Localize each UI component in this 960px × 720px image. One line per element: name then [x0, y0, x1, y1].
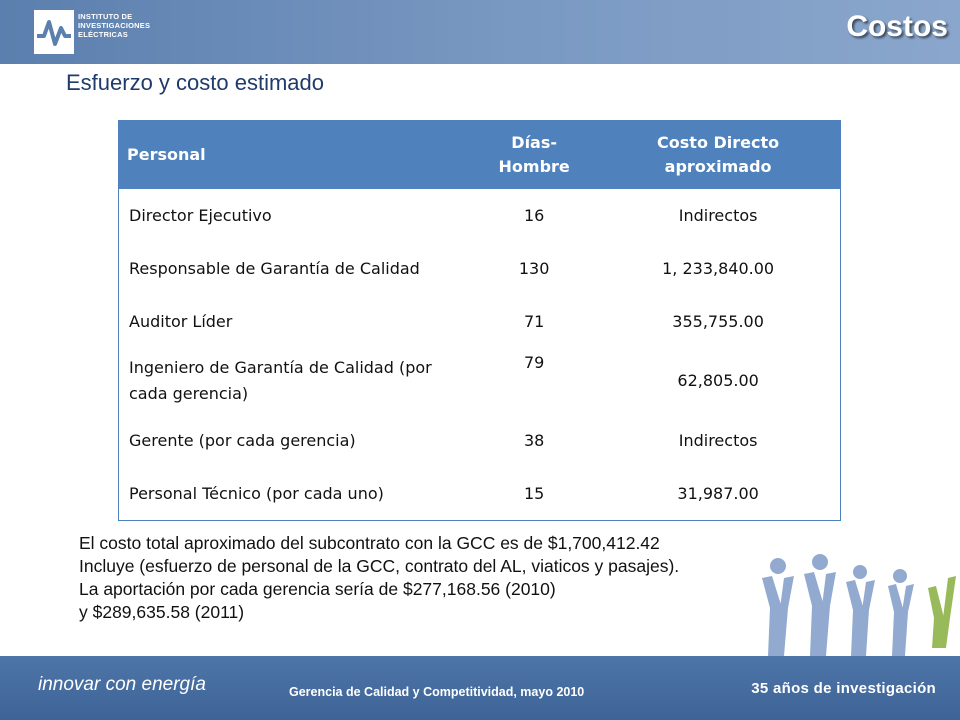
column-header-personal: Personal [119, 121, 473, 190]
footer-caption: Gerencia de Calidad y Competitividad, mayo 2010 [289, 685, 585, 699]
table-header-row [119, 121, 841, 190]
cell-personal: Gerente (por cada gerencia) [129, 430, 356, 450]
cell-dias: 71 [523, 311, 545, 331]
logo-text [78, 12, 168, 39]
footer-slogan: innovar con energía [38, 674, 206, 695]
table-row [119, 467, 841, 521]
cell-costo: Indirectos [678, 430, 758, 450]
cell-dias: 79 [523, 353, 545, 372]
footer-anniversary: 35 años de investigación [751, 680, 936, 697]
logo-line: INSTITUTO DE [78, 12, 133, 21]
cell-dias: 130 [518, 258, 550, 278]
column-header-dias: Días- Hombre [472, 121, 596, 190]
footer-bar [0, 656, 960, 720]
cell-dias: 16 [523, 205, 545, 225]
page-title: Costos [846, 10, 948, 43]
iie-logo-icon [34, 10, 74, 54]
table-row [119, 414, 841, 467]
cell-costo: 1, 233,840.00 [662, 258, 775, 278]
note-line: El costo total aproximado del subcontrato con la GCC es de $1,700,412.42 [79, 533, 660, 553]
cell-costo: 355,755.00 [672, 311, 764, 331]
note-line: La aportación por cada gerencia sería de $277,168.56 (2010) [79, 579, 556, 599]
logo-line: ELÉCTRICAS [78, 30, 128, 39]
note-line: Incluye (esfuerzo de personal de la GCC, contrato del AL, viaticos y pasajes). [79, 556, 680, 576]
cell-personal: Ingeniero de Garantía de Calidad (por cada gerencia) [129, 358, 432, 403]
cell-personal: Responsable de Garantía de Calidad [129, 258, 420, 278]
table-row [119, 295, 841, 348]
cell-dias: 15 [523, 483, 545, 503]
table-row [119, 242, 841, 295]
cell-personal: Personal Técnico (por cada uno) [129, 483, 384, 503]
slide-subtitle: Esfuerzo y costo estimado [66, 70, 325, 95]
header-bar [0, 0, 960, 64]
cell-personal: Director Ejecutivo [129, 205, 272, 225]
table-row [119, 348, 841, 414]
cell-personal: Auditor Líder [129, 311, 233, 331]
cell-costo: 31,987.00 [677, 483, 759, 503]
note-line: y $289,635.58 (2011) [79, 602, 245, 622]
cell-costo: Indirectos [678, 205, 758, 225]
cell-costo: 62,805.00 [677, 371, 759, 390]
logo-line: INVESTIGACIONES [78, 21, 151, 30]
cost-table [118, 120, 841, 521]
column-header-costo: Costo Directo aproximado [596, 121, 840, 190]
summary-notes [79, 532, 919, 624]
table-row [119, 189, 841, 242]
cell-dias: 38 [523, 430, 545, 450]
